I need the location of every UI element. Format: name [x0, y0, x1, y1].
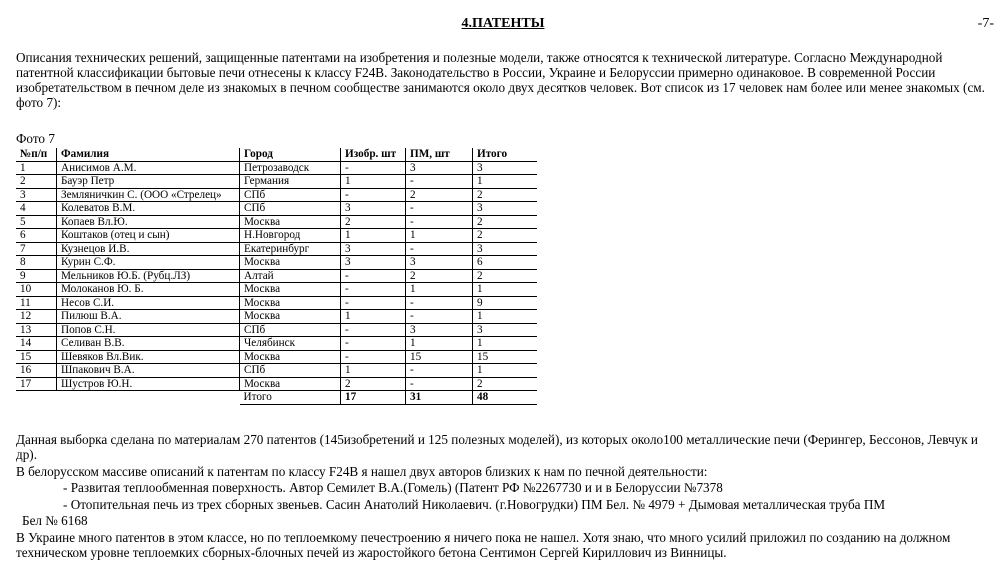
cell-surname: Курин С.Ф. [57, 256, 240, 270]
cell-total: 1 [473, 283, 538, 297]
cell-total: 9 [473, 296, 538, 310]
table-body [16, 161, 537, 391]
cell-surname: Шпакович В.А. [57, 364, 240, 378]
cell-city: СПб [240, 323, 341, 337]
cell-utility-models: 2 [406, 188, 473, 202]
table-row [16, 296, 537, 310]
cell-total: 1 [473, 337, 538, 351]
cell-number: 7 [16, 242, 57, 256]
cell-city: Петрозаводск [240, 161, 341, 175]
cell-utility-models: 3 [406, 161, 473, 175]
table-row [16, 175, 537, 189]
belarus-intro: В белорусском массиве описаний к патентам по классу F24B я нашел двух авторов близких к нам по печной деятельности: [16, 464, 708, 479]
cell-total: 1 [473, 364, 538, 378]
cell-total: 3 [473, 161, 538, 175]
cell-number: 15 [16, 350, 57, 364]
cell-utility-models: - [406, 296, 473, 310]
cell-total: 3 [473, 323, 538, 337]
belarus-item-continuation: Бел № 6168 [22, 513, 88, 528]
table-row [16, 377, 537, 391]
cell-inventions: 3 [341, 202, 406, 216]
total-sum: 48 [473, 391, 538, 405]
table-header-row [16, 148, 537, 161]
cell-total: 15 [473, 350, 538, 364]
cell-inventions: 3 [341, 242, 406, 256]
table-row [16, 229, 537, 243]
cell-utility-models: 3 [406, 323, 473, 337]
cell-utility-models: 15 [406, 350, 473, 364]
cell-city: СПб [240, 364, 341, 378]
cell-total: 2 [473, 229, 538, 243]
cell-surname: Шустров Ю.Н. [57, 377, 240, 391]
cell-number: 3 [16, 188, 57, 202]
table-row [16, 256, 537, 270]
cell-surname: Копаев Вл.Ю. [57, 215, 240, 229]
cell-inventions: 1 [341, 364, 406, 378]
cell-inventions: - [341, 323, 406, 337]
table-row [16, 310, 537, 324]
cell-inventions: - [341, 283, 406, 297]
cell-utility-models: - [406, 175, 473, 189]
cell-city: Германия [240, 175, 341, 189]
cell-city: СПб [240, 188, 341, 202]
cell-city: СПб [240, 202, 341, 216]
ukraine-paragraph: В Украине много патентов в этом классе, но по теплоемкому печестроению я ничего пока не нашел. Хотя знаю, что много усилий приложил по созданию на должном техническом уровне теплоемких сборных-блочных печей из жаростойкого бетона Сентимон Сергей Кириллович из Винницы. [16, 530, 951, 560]
cell-inventions: 1 [341, 175, 406, 189]
header-surname: Фамилия [57, 148, 240, 161]
cell-utility-models: 1 [406, 229, 473, 243]
cell-utility-models: 2 [406, 269, 473, 283]
cell-utility-models: - [406, 215, 473, 229]
cell-surname: Шевяков Вл.Вик. [57, 350, 240, 364]
cell-number: 12 [16, 310, 57, 324]
cell-total: 1 [473, 175, 538, 189]
cell-number: 5 [16, 215, 57, 229]
intro-paragraph: Описания технических решений, защищенные патентами на изобретения и полезные модели, также относятся к технической литературе. Согласно Международной патентной классификации бытовые печи отнесены к классу F24B. Законодательство в России, Украине и Белоруссии примерно одинаковое. В современной России изобретательством в печном деле из знакомых в печном сообществе занимаются около двух десятков человек. Вот список из 17 человек нам более или менее знакомых (см. фото 7): [16, 50, 985, 110]
cell-total: 6 [473, 256, 538, 270]
cell-surname: Несов С.И. [57, 296, 240, 310]
table-row [16, 337, 537, 351]
cell-total: 2 [473, 215, 538, 229]
cell-utility-models: - [406, 377, 473, 391]
belarus-item: - Развитая теплообменная поверхность. Автор Семилет В.А.(Гомель) (Патент РФ №2267730 и и в Белоруссии №7378 [63, 480, 723, 495]
cell-inventions: 1 [341, 310, 406, 324]
cell-city: Москва [240, 310, 341, 324]
cell-surname: Молоканов Ю. Б. [57, 283, 240, 297]
cell-total: 2 [473, 188, 538, 202]
table-row [16, 269, 537, 283]
cell-city: Москва [240, 296, 341, 310]
cell-inventions: 3 [341, 256, 406, 270]
cell-utility-models: 3 [406, 256, 473, 270]
patents-table [16, 148, 537, 405]
cell-number: 11 [16, 296, 57, 310]
cell-city: Н.Новгород [240, 229, 341, 243]
cell-surname: Селиван В.В. [57, 337, 240, 351]
table-total-row [16, 391, 537, 405]
cell-inventions: 2 [341, 377, 406, 391]
cell-city: Москва [240, 215, 341, 229]
cell-utility-models: 1 [406, 283, 473, 297]
cell-surname: Кузнецов И.В. [57, 242, 240, 256]
cell-inventions: - [341, 337, 406, 351]
sample-paragraph: Данная выборка сделана по материалам 270 патентов (145изобретений и 125 полезных моделей), из которых около100 металлические печи (Ферингер, Бессонов, Левчук и др). [16, 432, 978, 462]
cell-city: Челябинск [240, 337, 341, 351]
cell-city: Москва [240, 377, 341, 391]
header-inventions: Изобр. шт [341, 148, 406, 161]
total-blank [57, 391, 240, 405]
cell-number: 9 [16, 269, 57, 283]
cell-surname: Пилюш В.А. [57, 310, 240, 324]
cell-surname: Мельников Ю.Б. (Рубц.ЛЗ) [57, 269, 240, 283]
cell-surname: Анисимов А.М. [57, 161, 240, 175]
total-label: Итого [240, 391, 341, 405]
cell-number: 1 [16, 161, 57, 175]
cell-number: 6 [16, 229, 57, 243]
cell-number: 4 [16, 202, 57, 216]
cell-inventions: - [341, 296, 406, 310]
cell-utility-models: - [406, 202, 473, 216]
table-row [16, 188, 537, 202]
cell-total: 2 [473, 269, 538, 283]
cell-inventions: - [341, 161, 406, 175]
cell-total: 2 [473, 377, 538, 391]
cell-total: 1 [473, 310, 538, 324]
cell-surname: Попов С.Н. [57, 323, 240, 337]
table-row [16, 202, 537, 216]
cell-inventions: 2 [341, 215, 406, 229]
section-title: 4.ПАТЕНТЫ [461, 16, 545, 31]
cell-number: 16 [16, 364, 57, 378]
table-row [16, 350, 537, 364]
table-row [16, 364, 537, 378]
page-number: -7- [977, 16, 994, 31]
header-total: Итого [473, 148, 538, 161]
total-blank [16, 391, 57, 405]
cell-surname: Земляничкин С. (ООО «Стрелец» [57, 188, 240, 202]
cell-inventions: - [341, 269, 406, 283]
cell-number: 2 [16, 175, 57, 189]
cell-utility-models: - [406, 310, 473, 324]
header-city: Город [240, 148, 341, 161]
belarus-item: - Отопительная печь из трех сборных звеньев. Сасин Анатолий Николаевич. (г.Новогрудки) ПМ Бел. № 4979 + Дымовая металлическая труба ПМ [63, 497, 886, 512]
cell-surname: Колеватов В.М. [57, 202, 240, 216]
cell-inventions: - [341, 350, 406, 364]
table-row [16, 161, 537, 175]
total-inventions: 17 [341, 391, 406, 405]
cell-city: Москва [240, 350, 341, 364]
table-row [16, 242, 537, 256]
cell-number: 14 [16, 337, 57, 351]
total-utility-models: 31 [406, 391, 473, 405]
cell-utility-models: - [406, 364, 473, 378]
cell-city: Алтай [240, 269, 341, 283]
table-row [16, 283, 537, 297]
header-utility-models: ПМ, шт [406, 148, 473, 161]
header-number: №п/п [16, 148, 57, 161]
cell-city: Москва [240, 283, 341, 297]
cell-total: 3 [473, 242, 538, 256]
cell-inventions: - [341, 188, 406, 202]
cell-total: 3 [473, 202, 538, 216]
table-row [16, 215, 537, 229]
cell-number: 8 [16, 256, 57, 270]
cell-inventions: 1 [341, 229, 406, 243]
cell-city: Москва [240, 256, 341, 270]
cell-surname: Коштаков (отец и сын) [57, 229, 240, 243]
photo-caption: Фото 7 [16, 131, 55, 146]
cell-surname: Бауэр Петр [57, 175, 240, 189]
table-row [16, 323, 537, 337]
cell-number: 13 [16, 323, 57, 337]
cell-number: 17 [16, 377, 57, 391]
cell-city: Екатеринбург [240, 242, 341, 256]
cell-number: 10 [16, 283, 57, 297]
cell-utility-models: 1 [406, 337, 473, 351]
cell-utility-models: - [406, 242, 473, 256]
